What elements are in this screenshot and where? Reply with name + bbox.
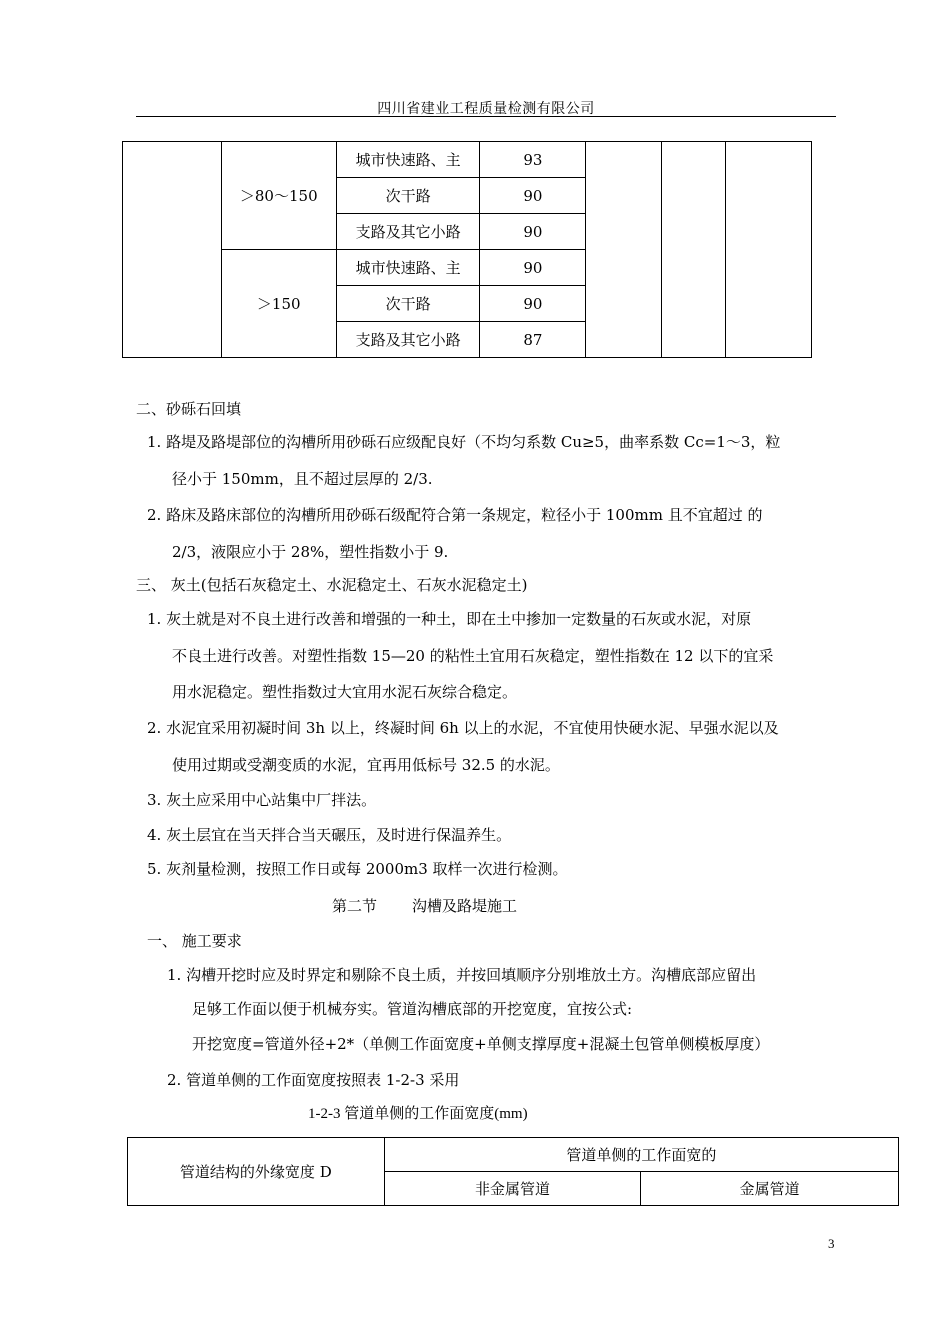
paragraph-line: 4. 灰土层宜在当天拌合当天碾压，及时进行保温养生。: [147, 826, 512, 844]
value-cell: 90: [480, 178, 586, 214]
section-heading-title: 沟槽及路堤施工: [412, 897, 518, 915]
value-cell: 90: [480, 214, 586, 250]
header-cell: 金属管道: [641, 1172, 899, 1206]
road-cell: 次干路: [336, 178, 480, 214]
paragraph-line: 1. 路堤及路堤部位的沟槽所用砂砾石应级配良好（不均匀系数 Cu≥5，曲率系数 Cc=1～3，粒: [147, 433, 781, 451]
header-rule: [136, 116, 836, 117]
table-cell: [123, 142, 222, 358]
header-cell: 管道结构的外缘宽度 D: [128, 1138, 385, 1206]
paragraph-line: 2. 水泥宜采用初凝时间 3h 以上，终凝时间 6h 以上的水泥，不宜使用快硬水泥、早强水泥以及: [147, 719, 779, 737]
table-row: [123, 142, 812, 178]
value-cell: 90: [480, 286, 586, 322]
value-cell: 93: [480, 142, 586, 178]
company-header: 四川省建业工程质量检测有限公司: [377, 101, 595, 117]
range-cell: ＞150: [221, 250, 336, 358]
paragraph-line: 3. 灰土应采用中心站集中厂拌法。: [147, 791, 377, 809]
section-title: 三、 灰土(包括石灰稳定土、水泥稳定土、石灰水泥稳定土): [136, 576, 528, 594]
paragraph-line: 2. 管道单侧的工作面宽度按照表 1-2-3 采用: [167, 1071, 460, 1089]
header-cell: 管道单侧的工作面宽的: [384, 1138, 898, 1172]
header-cell: 非金属管道: [384, 1172, 641, 1206]
paragraph-line: 1. 灰土就是对不良土进行改善和增强的一种土，即在土中掺加一定数量的石灰或水泥，对原: [147, 610, 752, 628]
paragraph-line: 1. 沟槽开挖时应及时界定和剔除不良土质，并按回填顺序分别堆放土方。沟槽底部应留出: [167, 966, 757, 984]
paragraph-line: 2. 路床及路床部位的沟槽所用砂砾石级配符合第一条规定，粒径小于 100mm 且不宜超过 的: [147, 506, 763, 524]
paragraph-line: 5. 灰剂量检测，按照工作日或每 2000m3 取样一次进行检测。: [147, 860, 568, 878]
section-title: 二、砂砾石回填: [136, 400, 242, 418]
paragraph-line: 足够工作面以便于机械夯实。管道沟槽底部的开挖宽度，宜按公式:: [192, 1000, 633, 1018]
value-cell: 87: [480, 322, 586, 358]
workface-width-table: [127, 1137, 899, 1206]
road-cell: 支路及其它小路: [336, 214, 480, 250]
paragraph-line: 2/3，液限应小于 28%，塑性指数小于 9.: [172, 543, 449, 561]
road-cell: 城市快速路、主: [336, 250, 480, 286]
paragraph-line: 径小于 150mm，且不超过层厚的 2/3.: [172, 470, 433, 488]
compaction-table: [122, 141, 812, 358]
range-cell: ＞80～150: [221, 142, 336, 250]
section-heading-label: 第二节: [332, 897, 378, 915]
paragraph-line: 使用过期或受潮变质的水泥，宜再用低标号 32.5 的水泥。: [172, 756, 560, 774]
section-title: 一、 施工要求: [147, 932, 242, 950]
paragraph-line: 开挖宽度=管道外径+2*（单侧工作面宽度+单侧支撑厚度+混凝土包管单侧模板厚度）: [192, 1035, 770, 1053]
road-cell: 支路及其它小路: [336, 322, 480, 358]
value-cell: 90: [480, 250, 586, 286]
table-cell: [726, 142, 812, 358]
road-cell: 次干路: [336, 286, 480, 322]
page-number: 3: [828, 1236, 835, 1251]
paragraph-line: 不良土进行改善。对塑性指数 15—20 的粘性土宜用石灰稳定，塑性指数在 12 以下的宜采: [172, 647, 774, 665]
table-cell: [586, 142, 662, 358]
table-row: [128, 1138, 899, 1172]
road-cell: 城市快速路、主: [336, 142, 480, 178]
table-cell: [662, 142, 726, 358]
paragraph-line: 用水泥稳定。塑性指数过大宜用水泥石灰综合稳定。: [172, 683, 518, 701]
table-caption: 1-2-3 管道单侧的工作面宽度(mm): [308, 1106, 528, 1122]
